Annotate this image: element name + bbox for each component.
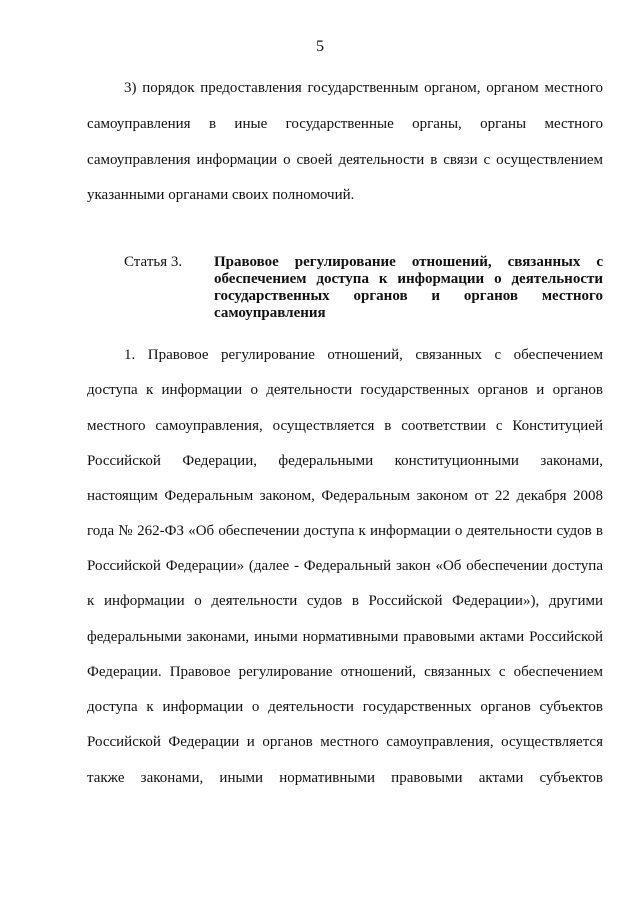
paragraph1-line-7: Российской Федерации» (далее - Федеральный закон «Об обеспечении доступа [87,558,603,574]
item3-line-2: самоуправления в иные государственные органы, органы местного [87,116,603,132]
paragraph1-line-1: 1. Правовое регулирование отношений, связанных с обеспечением [124,347,603,363]
paragraph1-line-6: года № 262-ФЗ «Об обеспечении доступа к информации о деятельности судов в [87,523,603,539]
item3-line-1: 3) порядок предоставления государственным органом, органом местного [124,80,603,96]
paragraph1-line-3: местного самоуправления, осуществляется в соответствии с Конституцией [87,418,603,434]
paragraph1-line-4: Российской Федерации, федеральными конституционными законами, [87,453,603,469]
paragraph1-line-5: настоящим Федеральным законом, Федеральным законом от 22 декабря 2008 [87,488,603,504]
article-label: Статья 3. [124,254,183,270]
item3-line-4: указанными органами своих полномочий. [87,187,355,203]
paragraph1-line-11: доступа к информации о деятельности государственных органов субъектов [87,699,603,715]
article-title-line-4: самоуправления [214,305,326,321]
article-title-line-2: обеспечением доступа к информации о деятельности [214,271,603,287]
paragraph1-line-9: федеральными законами, иными нормативными правовыми актами Российской [87,629,603,645]
article-title-line-3: государственных органов и органов местного [214,288,603,304]
page-number: 5 [316,38,324,55]
article-title-line-1: Правовое регулирование отношений, связанных с [214,254,603,270]
paragraph1-line-12: Российской Федерации и органов местного самоуправления, осуществляется [87,734,603,750]
paragraph1-line-10: Федерации. Правовое регулирование отношений, связанных с обеспечением [87,664,603,680]
paragraph1-line-8: к информации о деятельности судов в Российской Федерации»), другими [87,593,603,609]
paragraph1-line-13: также законами, иными нормативными правовыми актами субъектов [87,770,603,786]
item3-line-3: самоуправления информации о своей деятельности в связи с осуществлением [87,152,603,168]
paragraph1-line-2: доступа к информации о деятельности государственных органов и органов [87,382,603,398]
